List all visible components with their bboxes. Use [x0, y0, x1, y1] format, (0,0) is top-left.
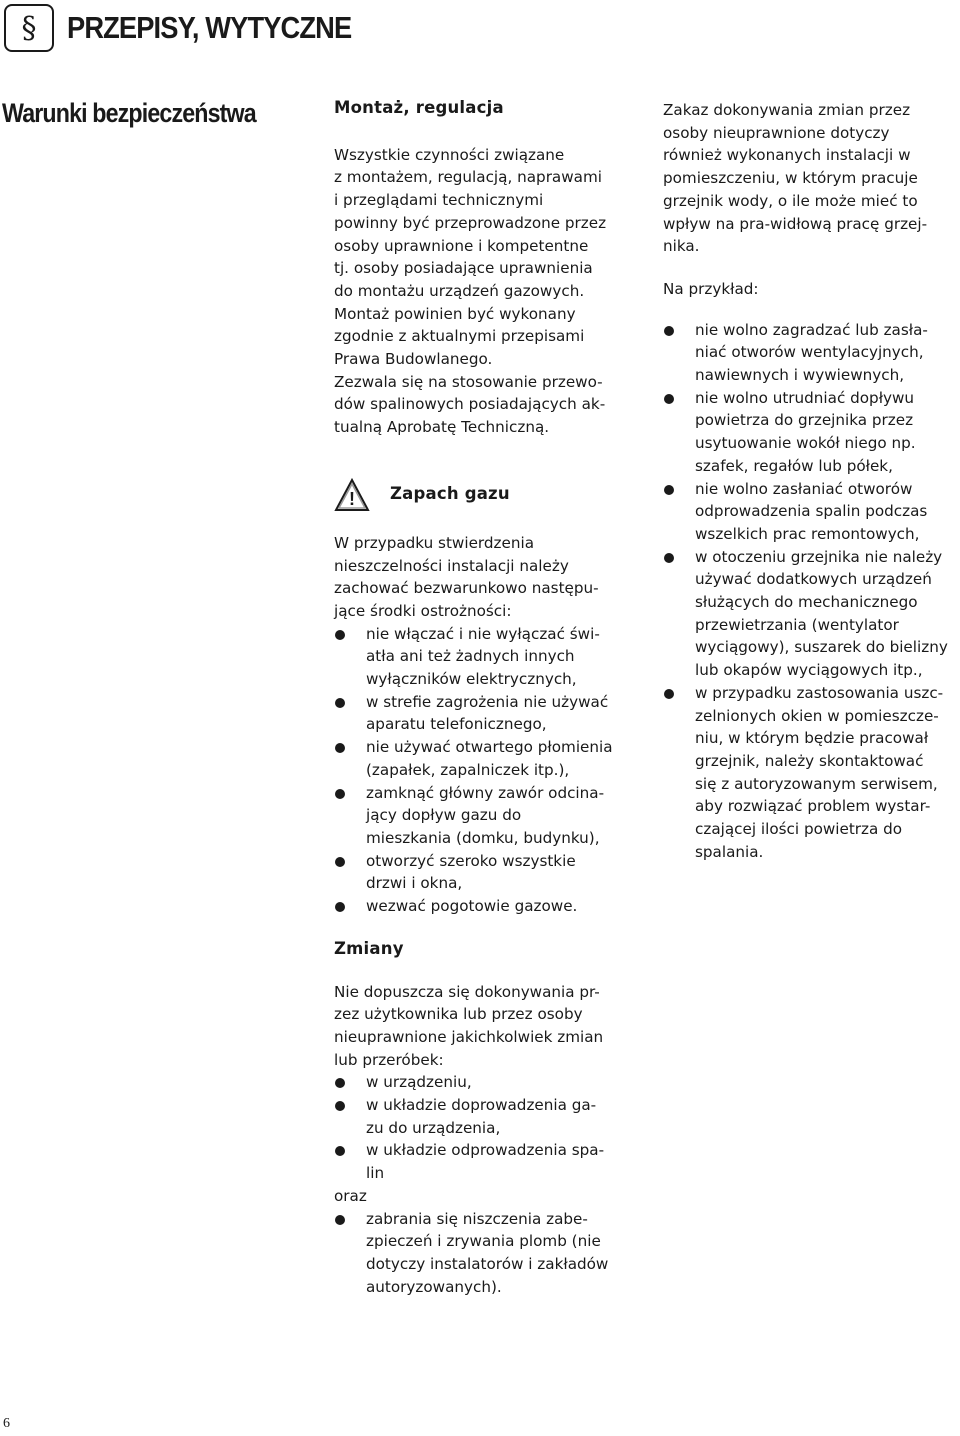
list-item [334, 895, 634, 918]
list-item-text: nawiewnych i wywiewnych, [695, 366, 905, 385]
text-line: powinny być przeprowadzone przez [334, 213, 607, 232]
list-item [334, 1208, 634, 1299]
list-item-text: w urządzeniu, [366, 1073, 472, 1092]
list-item-text: w otoczeniu grzejnika nie należy [695, 547, 943, 566]
right-intro [663, 99, 958, 258]
text-line: wpływ na pra-widłową pracę grzej- [663, 214, 928, 233]
montaz-text [334, 144, 634, 439]
warning-triangle-icon [334, 478, 370, 512]
list-item [663, 478, 958, 546]
list-item-text: niu, w którym będzie pracował [695, 729, 929, 748]
text-line: dów spalinowych posiadających ak- [334, 395, 606, 414]
list-item-text: grzejnik, należy skontaktować [695, 751, 924, 770]
list-item-text: przewietrzania (wentylator [695, 615, 899, 634]
list-item-text: usytuowanie wokół niego np. [695, 434, 916, 453]
text-line: W przypadku stwierdzenia [334, 533, 534, 552]
text-line: jące środki ostrożności: [334, 601, 512, 620]
text-line: zez użytkownika lub przez osoby [334, 1005, 583, 1024]
list-item-text: aby rozwiązać problem wystar- [695, 797, 931, 816]
text-line: nieuprawnione jakichkolwiek zmian [334, 1027, 604, 1046]
list-item [334, 736, 634, 781]
list-item-text: zu do urządzenia, [366, 1118, 501, 1137]
list-item-text: szafek, regałów lub półek, [695, 456, 893, 475]
text-line: Nie dopuszcza się dokonywania pr- [334, 982, 600, 1001]
text-line: i przeglądami technicznymi [334, 191, 544, 210]
list-item-text: nie wolno zagradzać lub zasła- [695, 320, 928, 339]
zmiany-heading: Zmiany [334, 938, 404, 958]
gas-smell-list [334, 623, 634, 918]
list-item-text: zabrania się niszczenia zabe- [366, 1209, 588, 1228]
text-line: lub przeróbek: [334, 1050, 444, 1069]
gas-smell-header [334, 475, 634, 515]
list-item-text: niać otworów wentylacyjnych, [695, 343, 924, 362]
text-line: osoby uprawnione i kompetentne [334, 236, 589, 255]
list-item-text: mieszkania (domku, budynku), [366, 828, 600, 847]
text-line: nika. [663, 237, 700, 256]
list-item [334, 1094, 634, 1139]
list-item-text: czającej ilości powietrza do [695, 820, 903, 839]
list-item-text: w układzie doprowadzenia ga- [366, 1096, 597, 1115]
montaz-heading: Montaż, regulacja [334, 98, 504, 117]
list-item-text: aparatu telefonicznego, [366, 715, 547, 734]
list-item-text: lub okapów wyciągowych itp., [695, 661, 923, 680]
list-item-text: otworzyć szeroko wszystkie [366, 851, 576, 870]
page-number: 6 [3, 1416, 10, 1431]
list-item-text: dotyczy instalatorów i zakładów [366, 1254, 609, 1273]
list-item-text: zamknąć główny zawór odcina- [366, 783, 605, 802]
gas-smell-intro [334, 532, 634, 623]
right-column [663, 99, 958, 864]
text-line: osoby nieuprawnione dotyczy [663, 123, 890, 142]
list-item-text: wszelkich prac remontowych, [695, 524, 920, 543]
list-item-text: nie używać otwartego płomienia [366, 738, 613, 757]
list-item-text: drzwi i okna, [366, 874, 463, 893]
list-item-text: się z autoryzowanym serwisem, [695, 774, 938, 793]
list-item-text: nie wolno zasłaniać otworów [695, 479, 913, 498]
text-line: z montażem, regulacją, naprawami [334, 168, 602, 187]
list-item-text: w przypadku zastosowania uszc- [695, 683, 944, 702]
svg-text:!: ! [349, 488, 355, 509]
list-item [663, 682, 958, 864]
list-item-text: spalania. [695, 842, 764, 861]
list-item [663, 546, 958, 682]
list-item [334, 1071, 634, 1094]
example-label: Na przykład: [663, 279, 759, 298]
text-line: do montażu urządzeń gazowych. [334, 281, 585, 300]
middle-column [334, 97, 634, 1298]
text-line: Montaż powinien być wykonany [334, 304, 576, 323]
text-line: zachować bezwarunkowo następu- [334, 579, 599, 598]
list-item-text: wyciągowy), suszarek do bielizny [695, 638, 948, 657]
side-section-title: Warunki bezpieczeństwa [2, 98, 256, 128]
list-item [663, 387, 958, 478]
list-item-text: nie wolno utrudniać dopływu [695, 388, 915, 407]
text-line: zgodnie z aktualnymi przepisami [334, 327, 585, 346]
text-line: tualną Aprobatę Techniczną. [334, 418, 550, 437]
text-line: Zezwala się na stosowanie przewo- [334, 372, 603, 391]
section-symbol-icon: § [4, 4, 54, 52]
oraz-text: oraz [334, 1186, 367, 1205]
list-item-text: zpieczeń i zrywania plomb (nie [366, 1232, 601, 1251]
list-item-text: wyłączników elektrycznych, [366, 670, 577, 689]
list-item-text: autoryzowanych). [366, 1277, 502, 1296]
list-item-text: (zapałek, zapalniczek itp.), [366, 760, 570, 779]
list-item-text: w strefie zagrożenia nie używać [366, 692, 609, 711]
list-item-text: służących do mechanicznego [695, 593, 918, 612]
page-header-title: PRZEPISY, WYTYCZNE [67, 10, 352, 45]
text-line: również wykonanych instalacji w [663, 146, 911, 165]
zmiany-list-2 [334, 1208, 634, 1299]
list-item-text: zelnionych okien w pomieszcze- [695, 706, 939, 725]
text-line: nieszczelności instalacji należy [334, 556, 569, 575]
zmiany-list [334, 1071, 634, 1185]
list-item-text: jący dopływ gazu do [366, 806, 522, 825]
list-item [334, 782, 634, 850]
list-item-text: odprowadzenia spalin podczas [695, 502, 928, 521]
list-item-text: lin [366, 1164, 385, 1183]
text-line: Wszystkie czynności związane [334, 145, 565, 164]
list-item-text: w układzie odprowadzenia spa- [366, 1141, 605, 1160]
list-item [334, 1139, 634, 1184]
text-line: Prawa Budowlanego. [334, 350, 493, 369]
text-line: tj. osoby posiadające uprawnienia [334, 259, 593, 278]
list-item [334, 623, 634, 691]
list-item [334, 691, 634, 736]
list-item-text: atła ani też żadnych innych [366, 647, 575, 666]
text-line: grzejnik wody, o ile może mieć to [663, 191, 918, 210]
text-line: Zakaz dokonywania zmian przez [663, 101, 911, 119]
text-line: pomieszczeniu, w którym pracuje [663, 169, 918, 188]
list-item-text: używać dodatkowych urządzeń [695, 570, 932, 589]
list-item [334, 850, 634, 895]
gas-smell-heading: Zapach gazu [390, 484, 510, 504]
list-item-text: wezwać pogotowie gazowe. [366, 897, 578, 916]
list-item [663, 319, 958, 387]
zmiany-intro [334, 981, 634, 1072]
right-list [663, 319, 958, 864]
list-item-text: nie włączać i nie wyłączać świ- [366, 624, 600, 643]
list-item-text: powietrza do grzejnika przez [695, 411, 914, 430]
